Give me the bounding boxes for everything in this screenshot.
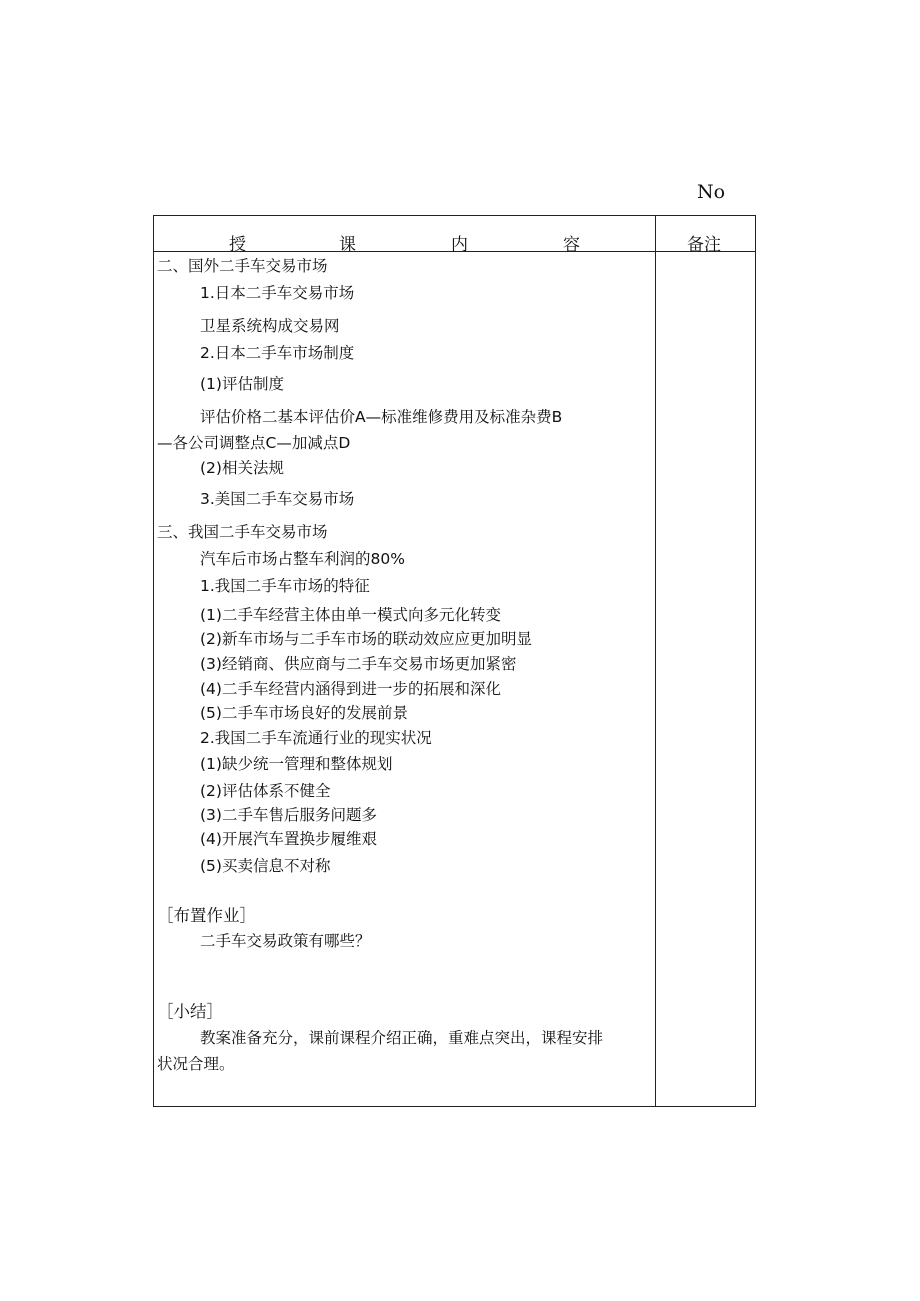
subheading-current-status: 2.我国二手车流通行业的现实状况 xyxy=(200,729,432,747)
summary-text-line-2: 状况合理。 xyxy=(157,1055,235,1073)
feature-item-3: (3)经销商、供应商与二手车交易市场更加紧密 xyxy=(200,655,517,673)
status-item-4: (4)开展汽车置换步履维艰 xyxy=(200,830,377,848)
feature-item-1: (1)二手车经营主体由单一模式向多元化转变 xyxy=(200,606,501,624)
feature-item-4: (4)二手车经营内涵得到进一步的拓展和深化 xyxy=(200,680,501,698)
header-char-ke: 课 xyxy=(339,235,356,255)
status-item-1: (1)缺少统一管理和整体规划 xyxy=(200,755,393,773)
subheading-japan-system: 2.日本二手车市场制度 xyxy=(200,344,355,362)
feature-item-2: (2)新车市场与二手车市场的联动效应应更加明显 xyxy=(200,630,532,648)
text-aftermarket-profit: 汽车后市场占整车利润的80% xyxy=(200,550,405,568)
homework-question: 二手车交易政策有哪些？ xyxy=(200,932,371,950)
text-evaluation-formula: 评估价格二基本评估价A—标准维修费用及标准杂费B xyxy=(200,408,563,426)
remarks-header: 备注 xyxy=(687,235,721,255)
subheading-japan-market: 1.日本二手车交易市场 xyxy=(200,284,355,302)
page-number-label: No xyxy=(697,181,726,203)
summary-text-line-1: 教案准备充分，课前课程介绍正确，重难点突出，课程安排 xyxy=(200,1029,604,1047)
lesson-content-table xyxy=(153,215,756,1107)
header-char-nei: 内 xyxy=(451,235,468,255)
text-evaluation-formula-cont: —各公司调整点C—加减点D xyxy=(157,434,351,452)
feature-item-5: (5)二手车市场良好的发展前景 xyxy=(200,704,408,722)
status-item-5: (5)买卖信息不对称 xyxy=(200,857,331,875)
section-heading-foreign-market: 二、国外二手车交易市场 xyxy=(157,257,328,275)
column-divider xyxy=(655,216,656,1106)
item-evaluation-system: (1)评估制度 xyxy=(200,375,284,393)
header-char-rong: 容 xyxy=(563,235,580,255)
section-heading-domestic-market: 三、我国二手车交易市场 xyxy=(157,523,328,541)
homework-heading: ［布置作业］ xyxy=(157,906,256,925)
subheading-domestic-features: 1.我国二手车市场的特征 xyxy=(200,577,370,595)
header-char-shou: 授 xyxy=(229,235,246,255)
text-satellite-network: 卫星系统构成交易网 xyxy=(200,317,340,335)
item-related-regulations: (2)相关法规 xyxy=(200,459,284,477)
subheading-usa-market: 3.美国二手车交易市场 xyxy=(200,490,355,508)
status-item-3: (3)二手车售后服务问题多 xyxy=(200,806,377,824)
status-item-2: (2)评估体系不健全 xyxy=(200,782,331,800)
summary-heading: ［小结］ xyxy=(157,1002,223,1021)
